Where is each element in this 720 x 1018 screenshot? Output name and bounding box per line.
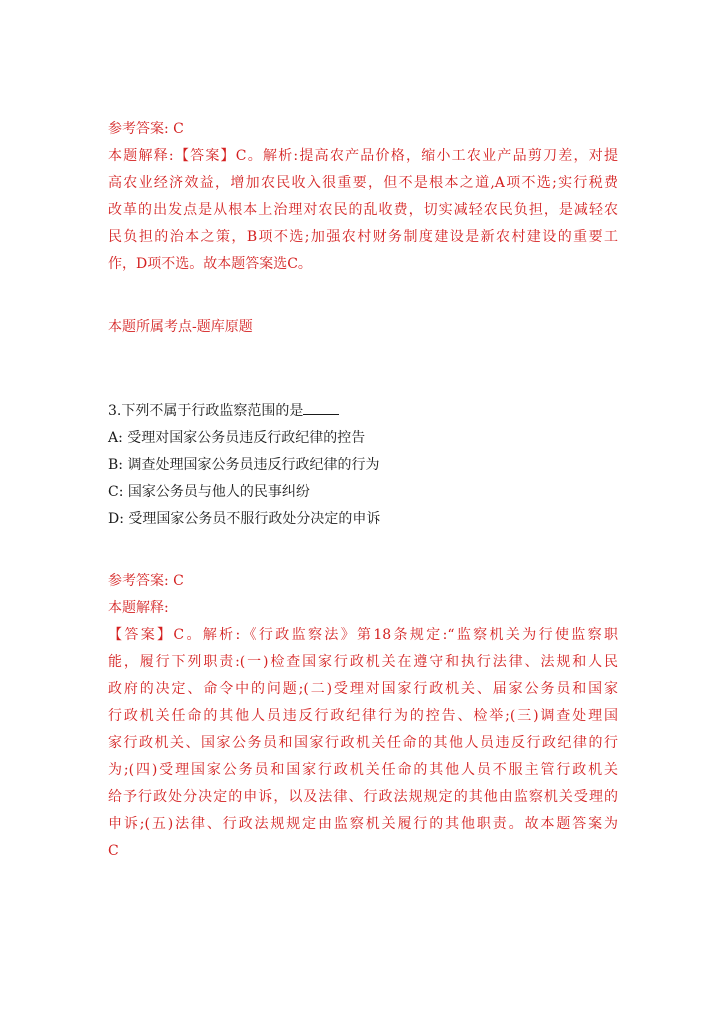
q2-explanation-line-1: 本题解释:【答案】C。解析:提高农产品价格，缩小工农业产品剪刀差，对提 xyxy=(108,148,618,164)
q3-explanation-line-9: C xyxy=(108,843,119,859)
q2-explanation-line-5: 作，D项不选。故本题答案选C。 xyxy=(108,256,312,272)
q2-explanation-line-4: 民负担的治本之策，B项不选;加强农村财务制度建设是新农村建设的重要工 xyxy=(108,229,618,245)
q3-explanation-label: 本题解释: xyxy=(108,600,169,616)
q3-explanation-line-4: 行政机关任命的其他人员违反行政纪律行为的控告、检举;(三)调查处理国 xyxy=(108,708,618,724)
q3-explanation-line-5: 家行政机关、国家公务员和国家行政机关任命的其他人员违反行政纪律的行 xyxy=(108,735,618,751)
q3-explanation-line-2: 能，履行下列职责:(一)检查国家行政机关在遵守和执行法律、法规和人民 xyxy=(108,654,618,670)
q2-source-block xyxy=(108,314,618,341)
q3-explanation-line-3: 政府的决定、命令中的问题;(二)受理对国家行政机关、届家公务员和国家 xyxy=(108,681,618,697)
q2-explanation-line-3: 改革的出发点是从根本上治理对农民的乱收费，切实减轻农民负担，是减轻农 xyxy=(108,202,618,218)
q3-question xyxy=(108,398,618,425)
q3-question-text: 3.下列不属于行政监察范围的是 xyxy=(108,403,304,419)
q3-answer-block xyxy=(108,568,618,865)
q2-source: 本题所属考点-题库原题 xyxy=(108,319,253,335)
q2-explanation-line-2: 高农业经济效益，增加农民收入很重要，但不是根本之道,A项不选;实行税费 xyxy=(108,175,618,191)
q3-explanation-line-8: 申诉;(五)法律、行政法规规定由监察机关履行的其他职责。故本题答案为 xyxy=(108,816,618,832)
q3-explanation-line-6: 为;(四)受理国家公务员和国家行政机关任命的其他人员不服主管行政机关 xyxy=(108,762,618,778)
q3-explanation-line-1: 【答案】C。解析:《行政监察法》第18条规定:“监察机关为行使监察职 xyxy=(108,627,618,643)
q3-option-d: D: 受理国家公务员不服行政处分决定的申诉 xyxy=(108,511,381,527)
q3-answer: 参考答案: C xyxy=(108,573,184,589)
q3-option-a: A: 受理对国家公务员违反行政纪律的控告 xyxy=(108,430,366,446)
q3-question-block xyxy=(108,398,618,533)
answer-blank xyxy=(303,400,339,415)
q3-explanation-line-7: 给予行政处分决定的申诉，以及法律、行政法规规定的其他由监察机关受理的 xyxy=(108,789,618,805)
q2-answer-block xyxy=(108,116,618,278)
q3-option-b: B: 调查处理国家公务员违反行政纪律的行为 xyxy=(108,457,380,473)
q3-option-c: C: 国家公务员与他人的民事纠纷 xyxy=(108,484,310,500)
q2-answer: 参考答案: C xyxy=(108,121,184,137)
